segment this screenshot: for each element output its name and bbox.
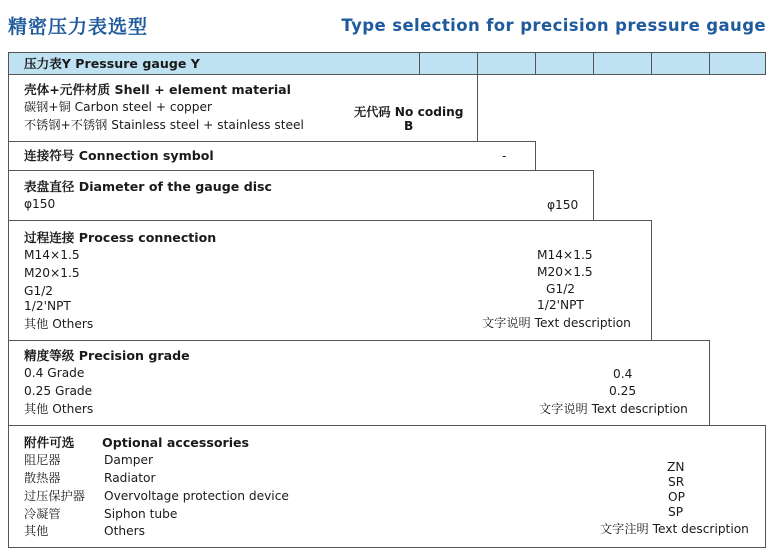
accessory-code: ZN — [667, 460, 685, 474]
process-heading: 过程连接 Process connection — [24, 230, 217, 245]
diameter-option: φ150 — [24, 197, 56, 211]
accessory-en: Others — [104, 524, 145, 538]
accessory-en: Overvoltage protection device — [104, 489, 289, 503]
process-option: M14×1.5 — [24, 248, 80, 262]
process-code: M14×1.5 — [537, 248, 593, 262]
accessory-code: SP — [668, 505, 684, 519]
connection-heading: 连接符号 Connection symbol — [24, 148, 214, 163]
connection-code: - — [502, 149, 507, 163]
diameter-section — [8, 170, 594, 221]
accessory-code: 文字注明 Text description — [600, 522, 749, 536]
process-code: G1/2 — [546, 282, 576, 296]
process-option: 其他 Others — [24, 317, 94, 331]
header-divider — [477, 52, 478, 75]
process-option: G1/2 — [24, 284, 54, 298]
shell-option: 碳钢+铜 Carbon steel + copper — [24, 100, 213, 114]
accessory-cn: 过压保护器 — [24, 489, 85, 503]
accessory-cn: 其他 — [24, 524, 49, 538]
shell-heading: 壳体+元件材质 Shell + element material — [24, 82, 291, 97]
accessory-code: SR — [668, 475, 685, 489]
process-code: 文字说明 Text description — [482, 316, 631, 330]
process-option: M20×1.5 — [24, 266, 80, 280]
page-title-cn: 精密压力表选型 — [8, 16, 149, 38]
precision-code: 文字说明 Text description — [539, 402, 688, 416]
shell-code: B — [404, 119, 414, 133]
precision-code: 0.25 — [609, 384, 637, 398]
page-title-en: Type selection for precision pressure gauge — [341, 16, 766, 35]
precision-option: 其他 Others — [24, 402, 94, 416]
precision-heading: 精度等级 Precision grade — [24, 348, 190, 363]
diameter-heading: 表盘直径 Diameter of the gauge disc — [24, 179, 272, 194]
accessory-cn: 散热器 — [24, 471, 61, 485]
shell-option: 不锈钢+不锈钢 Stainless steel + stainless steel — [24, 118, 304, 132]
accessories-heading-cn: 附件可选 — [24, 435, 75, 450]
diameter-code: φ150 — [547, 198, 579, 212]
accessory-en: Siphon tube — [104, 507, 178, 521]
precision-option: 0.4 Grade — [24, 366, 85, 380]
accessory-code: OP — [668, 490, 685, 504]
accessories-heading-en: Optional accessories — [102, 435, 250, 450]
shell-code: 无代码 No coding — [354, 105, 464, 119]
header-divider — [535, 52, 536, 75]
process-option: 1/2'NPT — [24, 299, 71, 313]
process-code: M20×1.5 — [537, 265, 593, 279]
header-divider — [651, 52, 652, 75]
precision-option: 0.25 Grade — [24, 384, 93, 398]
accessory-cn: 冷凝管 — [24, 507, 61, 521]
process-code: 1/2'NPT — [537, 298, 584, 312]
precision-code: 0.4 — [613, 367, 633, 381]
header-divider — [709, 52, 710, 75]
header-divider — [419, 52, 420, 75]
header-label: 压力表Y Pressure gauge Y — [24, 56, 200, 71]
accessory-en: Radiator — [104, 471, 156, 485]
accessory-cn: 阻尼器 — [24, 453, 61, 467]
header-divider — [593, 52, 594, 75]
accessory-en: Damper — [104, 453, 153, 467]
